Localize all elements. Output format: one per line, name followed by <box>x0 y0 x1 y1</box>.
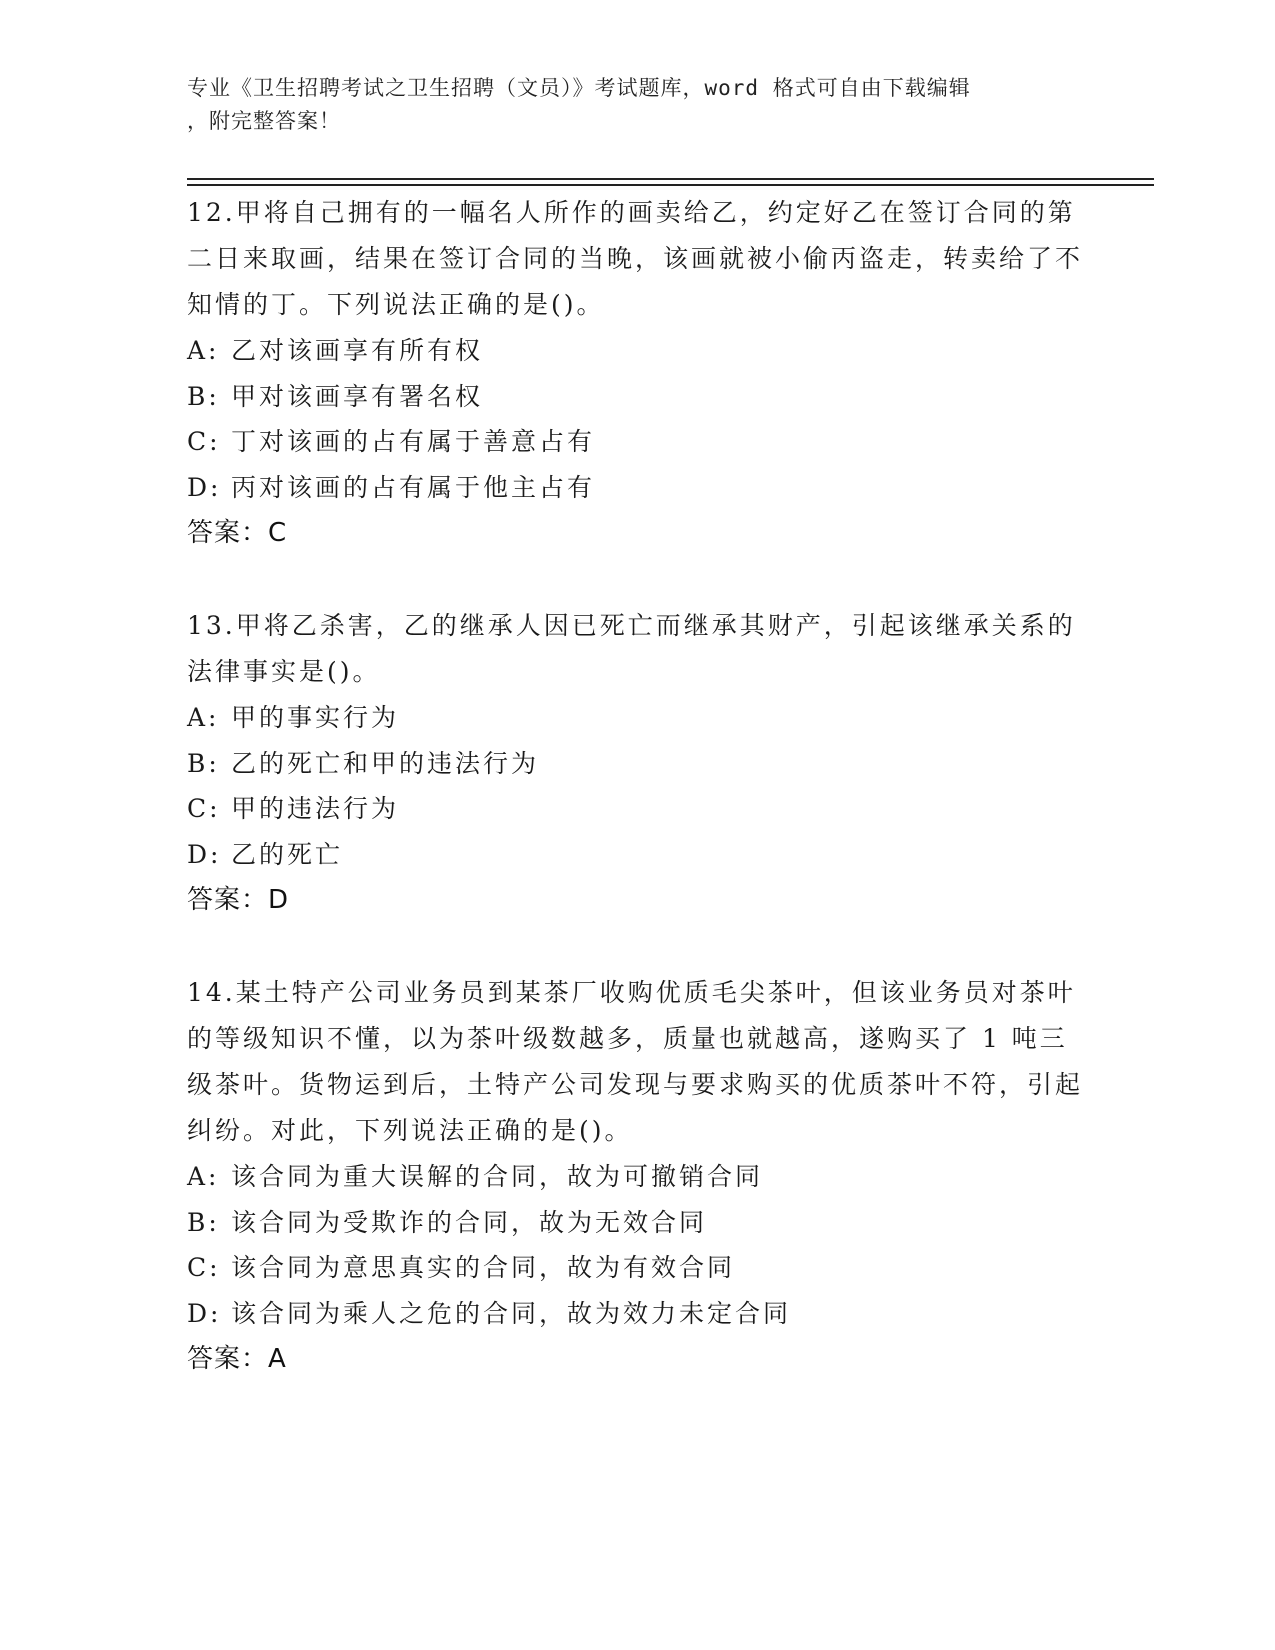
option-c <box>187 419 1087 465</box>
option-a <box>187 695 1087 741</box>
option-label: B: <box>187 1207 220 1237</box>
option-text: 甲的违法行为 <box>231 794 400 823</box>
option-text: 乙的死亡和甲的违法行为 <box>231 748 540 778</box>
header-line-2: ，附完整答案！ <box>187 109 341 133</box>
question-list <box>187 190 1087 1429</box>
question-13 <box>187 603 1087 923</box>
option-text: 甲对该画享有署名权 <box>231 381 484 411</box>
option-text: 乙对该画享有所有权 <box>231 336 484 365</box>
answer-line: 答案：C <box>187 518 288 548</box>
question-stem: 12.甲将自己拥有的一幅名人所作的画卖给乙，约定好乙在签订合同的第二日来取画，结果在签订合同的当晚，该画就被小偷丙盗走，转卖给了不知情的丁。下列说法正确的是()。 <box>187 198 1084 319</box>
header-divider-bottom <box>187 184 1154 186</box>
option-label: B: <box>187 748 220 778</box>
option-text: 该合同为意思真实的合同，故为有效合同 <box>231 1253 736 1282</box>
option-label: A: <box>187 336 220 365</box>
question-12 <box>187 190 1087 556</box>
option-d <box>187 832 1087 878</box>
document-header <box>187 72 1067 138</box>
option-text: 乙的死亡 <box>231 839 344 869</box>
question-stem: 14.某土特产公司业务员到某茶厂收购优质毛尖茶叶，但该业务员对茶叶的等级知识不懂，以为茶叶级数越多，质量也就越高，遂购买了 1 吨三级茶叶。货物运到后，土特产公司发现与要求购买的优质茶叶不符，引起纠纷。对此，下列说法正确的是()。 <box>187 978 1084 1145</box>
option-text: 该合同为重大误解的合同，故为可撤销合同 <box>231 1162 764 1191</box>
option-label: D: <box>187 472 222 502</box>
option-text: 丁对该画的占有属于善意占有 <box>231 427 596 456</box>
answer-line: 答案：D <box>187 885 290 915</box>
option-d <box>187 1291 1087 1337</box>
option-text: 丙对该画的占有属于他主占有 <box>231 472 596 502</box>
option-label: C: <box>187 427 221 456</box>
option-b <box>187 1200 1087 1246</box>
header-line-1: 专业《卫生招聘考试之卫生招聘（文员）》考试题库，word 格式可自由下载编辑 <box>187 76 971 100</box>
option-label: C: <box>187 794 221 823</box>
option-label: C: <box>187 1253 221 1282</box>
option-label: B: <box>187 381 220 411</box>
option-b <box>187 741 1087 787</box>
question-14 <box>187 970 1087 1382</box>
option-a <box>187 328 1087 374</box>
option-label: A: <box>187 703 220 732</box>
option-a <box>187 1154 1087 1200</box>
option-label: D: <box>187 1298 222 1328</box>
option-text: 该合同为受欺诈的合同，故为无效合同 <box>231 1207 708 1237</box>
header-divider-top <box>187 178 1154 180</box>
option-c <box>187 1245 1087 1291</box>
question-stem: 13.甲将乙杀害，乙的继承人因已死亡而继承其财产，引起该继承关系的法律事实是()。 <box>187 611 1076 686</box>
option-d <box>187 465 1087 511</box>
answer-line: 答案：A <box>187 1344 287 1374</box>
option-text: 甲的事实行为 <box>231 703 400 732</box>
option-b <box>187 374 1087 420</box>
option-text: 该合同为乘人之危的合同，故为效力未定合同 <box>231 1298 792 1328</box>
option-label: A: <box>187 1162 220 1191</box>
option-label: D: <box>187 839 222 869</box>
option-c <box>187 786 1087 832</box>
